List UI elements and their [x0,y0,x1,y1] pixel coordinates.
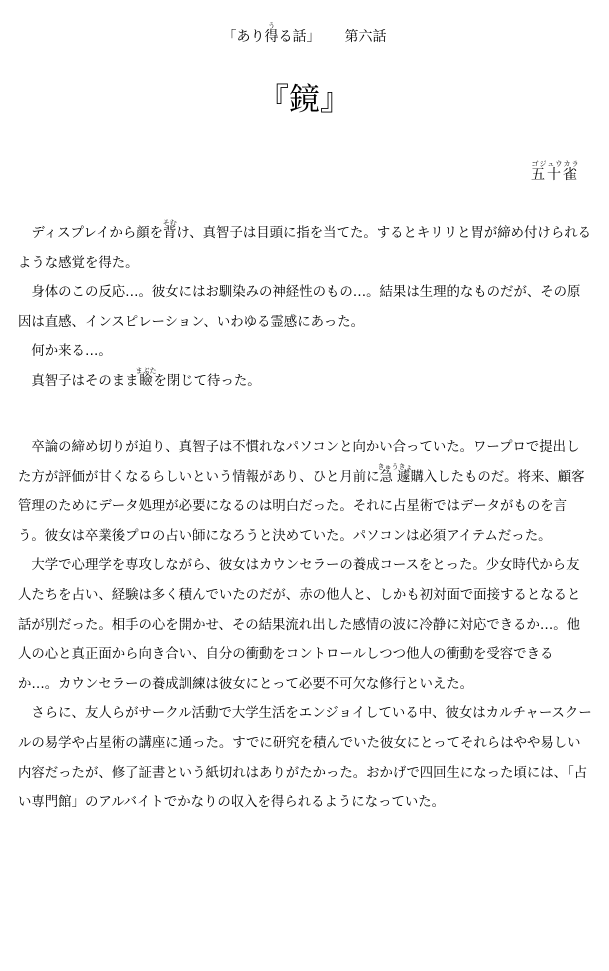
episode-label: 第六話 [344,29,387,45]
section-1 [18,219,592,397]
author-name [531,160,579,184]
paragraph: 何か来る…。 [31,344,112,360]
ruby-base: 急遽 [377,469,413,485]
series-heading [0,22,609,46]
ruby-word [377,462,413,485]
ruby-word [135,366,157,389]
series-title-ruby [264,22,279,45]
ruby-base: 瞼 [135,373,157,389]
series-title [222,22,321,45]
text-run: を閉じて待った。 [153,373,261,389]
text-run: 卒論の締め切りが迫り、真智子は不慣れなパソコンと向かい合っていた。ワープロで提出した方が評価が甘くなるらしいという情報があり、ひと月前に [18,440,580,485]
section-2 [18,433,592,818]
paragraph: さらに、友人らがサークル活動で大学生活をエンジョイしている中、彼女はカルチャースクールの易学や占星術の講座に通った。すでに研究を積んでいた彼女にとってそれらはやや易しい内容だったが、修了証書という紙切れはありがたかった。おかげで四回生になった頃には、「占い専門館」のアルバイトでかなりの収入を得られるようになっていた。 [18,706,592,811]
paragraph [18,433,592,551]
paragraph: 大学で心理学を専攻しながら、彼女はカウンセラーの養成コースをとった。少女時代から友人たちを占い、経験は多く積んでいたのだが、赤の他人と、しかも初対面で面接するとなると話が別だった。相手の心を開かせ、その結果流れ出した感情の波に冷静に対応できるか…。他人の心と真正面から向き合い、自分の衝動をコントロールしつつ他人の衝動を受容できるか…。カウンセラーの養成訓練は彼女にとって必要不可欠な修行といえた。 [18,558,581,692]
series-ruby-base: 得 [264,29,279,45]
ruby-reading: きゅうきょ [377,462,413,471]
text-run: け、真智子は目頭に指を当てた。するとキリリと胃が締め付けられるような感覚を得た。 [18,226,591,271]
series-title-part1: 「あり [222,29,265,45]
ruby-base: 背 [162,226,177,241]
paragraph: 身体のこの反応…。彼女にはお馴染みの神経性のもの…。結果は生理的なものだが、その原因は直感、インスピレーション、いわゆる霊感にあった。 [18,285,581,330]
ruby-word [162,219,177,241]
author-name-reading: ゴジュウカラ [531,160,579,168]
text-run: 購入したものだ。将来、顧客管理のためにデータ処理が必要になるのは明白だった。それに占星術ではデータがものを言う。彼女は卒業後プロの占い師になろうと決めていた。パソコンは必須アイテムだった。 [18,469,585,544]
paragraph [18,367,592,397]
ruby-reading: そむ [162,219,177,227]
series-ruby-reading: う [264,22,279,30]
text-run: ディスプレイから顔を [31,226,164,241]
paragraph [18,219,592,278]
text-run: 真智子はそのまま [31,373,139,389]
story-title: 『鏡』 [258,82,351,118]
author-name-text: 五十雀 [531,167,579,183]
ruby-reading: まぶた [135,366,157,375]
series-title-part2: る話」 [278,29,321,45]
